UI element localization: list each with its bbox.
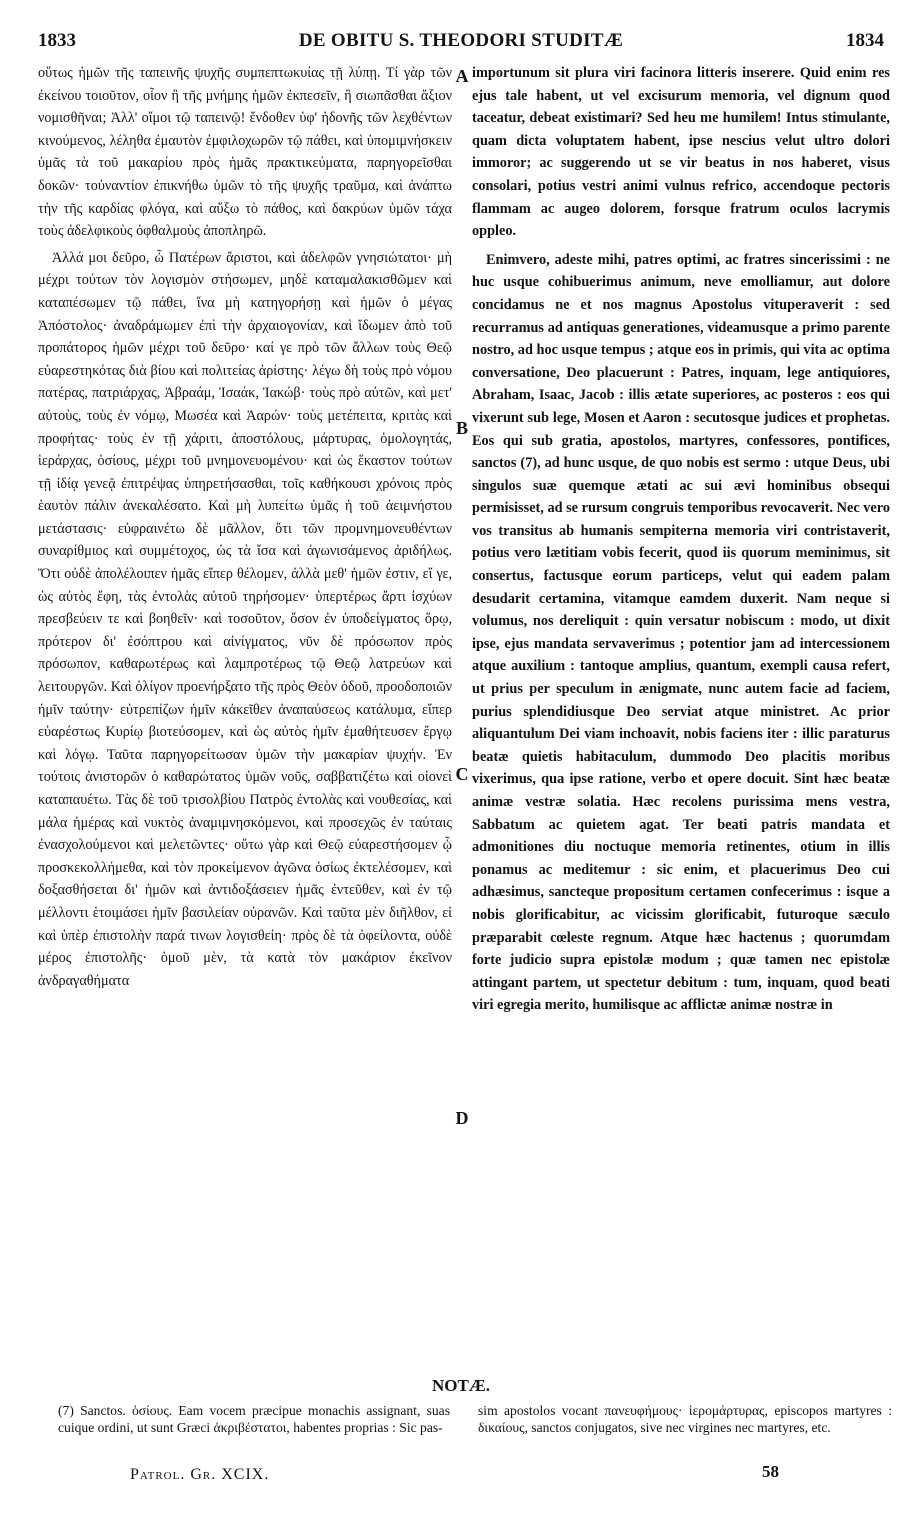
note-text-left: (7) Sanctos. ὁσίους. Eam vocem præcipue monachis assignant, suas cuique ordini, ut sunt Græci ἀκριβέστατοι, habentes proprias : Sic pas-	[58, 1403, 450, 1435]
notes-left-column	[58, 1402, 450, 1436]
notes-title: NOTÆ.	[431, 1376, 491, 1395]
running-title: DE OBITU S. THEODORI STUDITÆ	[298, 30, 624, 51]
margin-marker-a: A	[455, 66, 469, 86]
right-page-number: 1834	[846, 30, 884, 51]
latin-text-column	[472, 62, 890, 1372]
latin-paragraph: importunum sit plura viri facinora litteris inserere. Quid enim res ejus tale habent, ut vel excisurum memoria, vel dignum quod taceatur, debeat existimari? Sed heu me humilem! Intus stimulante, quam dicta voluptatem habent, ipse nescius velut ultro dolori immoror; ac suggerendo ut se vir beatus in nos haberet, visus consolari, potius vestri animi vulnus refrico, accendoque pectoris flammam ac augeo dolorem, forsque fratrum oculos lacrymis oppleo.	[472, 65, 890, 240]
margin-marker-c: C	[455, 764, 469, 784]
greek-paragraph: Ἀλλά μοι δεῦρο, ὦ Πατέρων ἄριστοι, καὶ ἀδελφῶν γνησιώτατοι· μὴ μέχρι τούτων τὸν λογισμὸν στήσωμεν, μηδὲ καταμαλακισθῶμεν καὶ καταπέσωμεν τῷ πάθει, ἵνα μὴ κατηγορήσῃ καὶ ἡμῶν ὁ μέγας Ἀπόστολος· ἀναδράμωμεν ἐπὶ τὴν ἀρχαιογονίαν, καὶ ἴδωμεν ἀπὸ τοῦ προπάτορος ἡμῶν μέχρι τοῦ δεῦρο· καί γε πρὸ τῶν ἄλλων τοὺς Θεῷ εὐαρεστηκότας διὰ βίου καὶ πολιτείας ἀρίστης· λέγω δὴ τοὺς πρὸ νόμου πατέρας, πατριάρχας, Ἀβραάμ, Ἰσαάκ, Ἰακώβ· τοὺς πρὸ αὐτῶν, καὶ μετ' αὐτοὺς, τοὺς ἐν νόμῳ, Μωσέα καὶ Ἀαρών· τοὺς μετέπειτα, κριτὰς καὶ προφήτας· τοὺς ἐν τῇ χάριτι, ἀποστόλους, μάρτυρας, ὁμολογητάς, ἱεράρχας, ὁσίους, μέχρι τοῦ μνημονευομένου· καὶ ὡς ἕκαστον τούτων τῇ ἰδίᾳ γενεᾷ ἐπιτρέψας ὑπηρετήσασθαι, τοῖς καθήκουσι χρόνοις πρὸς ἑαυτὸν πάλιν ἀνεκαλέσατο. Καὶ μὴ λυπείτω ὑμᾶς ἡ τοῦ ἀειμνήστου μετάστασις· εὐφραινέτω δὲ μᾶλλον, ὅτι τῶν προμνημονευθέντων συναρίθμιος καὶ συμμέτοχος, ὡς τὰ ἴσα καὶ ἀγωνισάμενος ἀριδήλως. Ὅτι οὐδὲ ἀπολέλοιπεν ἡμᾶς εἴπερ θέλομεν, ἀλλὰ μεθ' ἡμῶν ἐστιν, εἴ γε, ὡς αὐτὸς ἔφη, τὰς ἐντολὰς αὐτοῦ τηρήσομεν· ὑπερτέρως ἄρτι ἰσχύων πρεσβεύειν τε καὶ βοηθεῖν· καὶ τοσοῦτον, ὅσον ἐν ὑποδείγματος ὅρῳ, πρότερον δι' ἐσόπτρου καὶ αἰνίγματος, νῦν δὲ πρόσωπον πρὸς πρόσωπον, καθαρωτέρως καὶ λαμπροτέρως τῷ Θεῷ λατρεύων καὶ λειτουργῶν. Καὶ ὀλίγον προενήρξατο τῆς πρὸς Θεὸν ὁδοῦ, προοδοποιῶν ἡμῖν ταύτην· εὐτρεπίζων ἡμῖν κἀκεῖθεν ἀναπαύσεως κατάλυμα, εἴπερ εὐαρέστως Κυρίῳ βιοτεύσομεν, καὶ ὡς αὐτὸς ἡμῖν ἐμαθήτευσεν ἔργῳ καὶ λόγῳ. Ταῦτα παρηγορείτωσαν ὑμῶν τὴν μακαρίαν ψυχήν. Ἐν τούτοις ἀνιστορῶν ὁ καθαρώτατος ὑμῶν νοῦς, σαββατιζέτω καὶ οἱονεὶ καταπαυέτω. Τὰς δὲ τοῦ τρισολβίου Πατρὸς ἐντολὰς καὶ νουθεσίας, καὶ μάλα ἡμέρας καὶ νυκτὸς ἀναμιμνησκόμενοι, καὶ προσεχῶς ἐν ταύταις ἐνασχολούμενοι καὶ μελετῶντες· οὕτω γὰρ καὶ Θεῷ εὐαρεστήσομεν ᾧ προσκεκολλήμεθα, καὶ τὸν προκείμενον ἀγῶνα ὁσίως ἐκτελέσομεν, καὶ δοξασθήσεται δι' ἡμῶν καὶ ἀντιδοξάσειεν ἡμᾶς ἐντεῦθεν, καὶ ἐν τῷ μέλλοντι ἑτοιμάσει ἡμῖν βασιλείαν οὐρανῶν. Καὶ ταῦτα μὲν διῆλθον, εἰ καὶ ὑπὲρ ἐπιστολὴν παρά τινων λογισθείη· πρὸς δὲ τὰ ὀφείλοντα, οὐδὲ μέρος ἐπιστολῆς· ὁμοῦ μὲν, τὰ κατὰ τὸν μακάριον ἐκεῖνον ἀνδραγαθήματα	[38, 249, 452, 989]
signature-mark: 58	[762, 1462, 779, 1481]
latin-paragraph: Enimvero, adeste mihi, patres optimi, ac fratres sincerissimi : ne huc usque cohibuerimus animum, neve emolliamur, aut dolore concidamus ne et nos magnus Apostolus vituperaverit : sed recurramus ad antiquas generationes, videamusque a primo parente nostro, ad hoc usque tempus ; atque eos in primis, qui vita ac optima conversatione, Deo placuerunt : Patres, inquam, lege antiquiores, Abraham, Isaac, Jacob : illis ætate superiores, ac posteros : eos qui vixerunt sub lege, Mosen et Aaron : secutosque judices et prophetas. Eos qui sub gratia, apostolos, martyres, confessores, pontifices, sanctos (7), ad hunc usque, de quo nobis est sermo : utque Deus, ubi singulos suæ quemque ætati ac sui ævi hominibus obsequi permisisset, ad se rursum congruis temporibus revocaverit. Nec vero vos transitus ab humanis sempiterna memoria viri contristaverit, potius vero lætitiam vobis fecerit, quod iis quorum meminimus, sit consertus, factusque eorum particeps, velut qui eadem palam desudarit certamina, vitamque eamdem duxerit. Nam neque si volumus, nos dereliquit : quin versatur nobiscum : modo, ut dixit ipse, ejus mandata servaverimus ; potentior jam ad intercessionem atque auxilium : tantoque amplius, quantum, exempli causa refert, ut prius per speculum in ænigmate, nunc autem facie ad faciem, purius splendidiusque Deo serviat atque ministret. Ac prior aliquantulum Dei viam inchoavit, nobis faciens iter : illic paraturus beatæ quietis habitaculum, dummodo Deo placitis moribus vixerimus, qua ipse ratione, verbo et opere docuit. Sint hæc beatæ animæ vestræ solatia. Hæc recolens purissima mens vestra, Sabbatum ac quietem agat. Ter beati patris mandata et admonitiones diu noctuque memoria retinentes, otium in illis ponamus ac meditemur : sic enim, et placuerimus Deo cui adhæsimus, sancteque propositum certamen confecerimus : isque a nobis glorificabitur, ac vicissim glorificabit, futuroque sæculo præparabit cœleste regnum. Atque hæc hactenus ; quorumdam forte judicio supra epistolæ modum ; quæ tamen nec epistolæ attingant partem, ut spectetur debitum : tum, inquam, quod beati viri egregia merito, humilisque ac afflictæ animæ nostræ in	[472, 251, 890, 1014]
greek-paragraph: οὕτως ἡμῶν τῆς ταπεινῆς ψυχῆς συμπεπτωκυίας τῇ λύπῃ. Τί γὰρ τῶν ἐκείνου τοιοῦτον, οἷον ἢ τῆς μνήμης ἡμῶν ἐκπεσεῖν, ἢ σιωπᾶσθαι ἄξιον νομισθῆναι; Ἀλλ' οἴμοι τῷ ταπεινῷ! ἔνδοθεν ὑφ' ἡδονῆς τῶν λεχθέντων κινούμενος, λέληθα ἐμαυτὸν ἐμφιλοχωρῶν τῷ πάθει, καὶ ὑπομιμνήσκειν ὑμᾶς τὰ τοῦ μακαρίου πρὸς ἡμᾶς πρακτικεύματα, παρηγορεῖσθαι δοκῶν· τοὐναντίον ἐπικνήθω ὑμῶν τὸ τῆς ψυχῆς τραῦμα, καὶ ἀνάπτω τὴν τῆς καρδίας φλόγα, καὶ αὔξω τὸ πάθος, καὶ δακρύων ὑμῶν τάχα τοὺς ἀδελφικοὺς ὀφθαλμοὺς ἀποπληρῶ.	[38, 65, 452, 240]
margin-marker-d: D	[455, 1108, 469, 1128]
greek-text-column	[38, 62, 452, 1372]
left-page-number: 1833	[38, 30, 76, 51]
note-text-right: sim apostolos vocant πανευφήμους· ἱερομάρτυρας, episcopos martyres : δικαίους, sanctos conjugatos, sive nec virgines nec martyres, etc.	[478, 1403, 892, 1435]
margin-marker-b: B	[455, 418, 468, 438]
running-header	[38, 30, 884, 60]
volume-footer: Patrol. Gr. XCIX.	[130, 1466, 270, 1483]
notes-right-column	[478, 1402, 892, 1436]
